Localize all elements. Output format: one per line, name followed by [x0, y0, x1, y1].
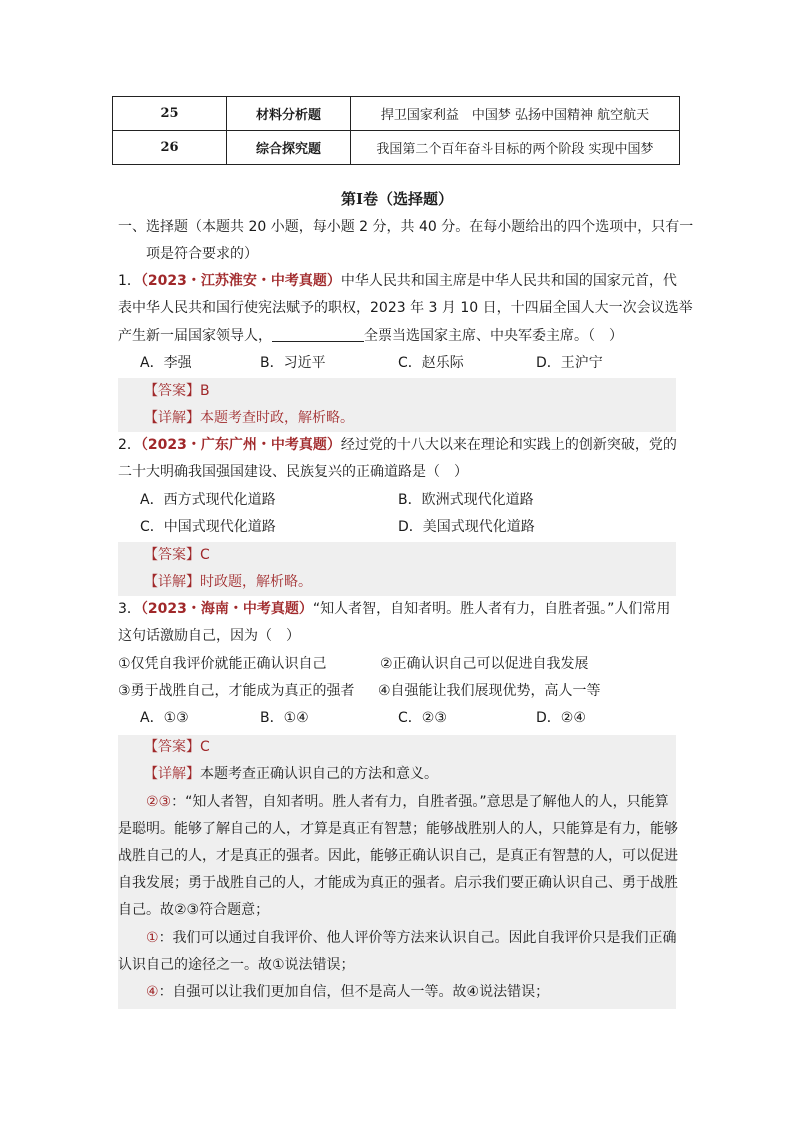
q3-explanation-1-line-5: 自己。故②③符合题意；	[118, 902, 270, 918]
q1-detail-label: 【详解】	[144, 410, 200, 426]
q1-blank	[272, 327, 364, 342]
q1-line-1	[118, 271, 678, 291]
q1-line-3	[118, 326, 678, 346]
q3-text-1: “知人者智，自知者明。胜人者有力，自胜者强。”人们常用	[312, 601, 671, 617]
q3-detail-label: 【详解】	[144, 766, 200, 782]
q3-line-1	[118, 599, 678, 619]
q3-explanation-1-mark: ②③	[146, 794, 172, 810]
q3-number: 3．	[118, 601, 141, 617]
q3-explanation-2-line-2: 认识自己的途径之一。故①说法错误；	[118, 957, 355, 973]
q1-answer-value: B	[200, 383, 210, 399]
q3-detail-text: 本题考查正确认识自己的方法和意义。	[200, 766, 438, 782]
q2-number: 2．	[118, 437, 141, 453]
q3-explanation-1-line-1	[146, 792, 669, 812]
q3-answer-label: 【答案】	[144, 739, 200, 755]
q3-statement-3: ③勇于战胜自己，才能成为真正的强者	[118, 683, 355, 699]
q3-answer	[144, 737, 210, 757]
q3-answer-value: C	[200, 739, 210, 755]
q1-text-3b: 全票当选国家主席、中央军委主席。（ ）	[364, 328, 623, 344]
q3-explanation-3-text-1: ：自强可以让我们更加自信，但不是高人一等。故④说法错误；	[158, 984, 550, 1000]
q2-option-d: D．美国式现代化道路	[398, 519, 535, 535]
q3-line-2: 这句话激励自己，因为（ ）	[118, 628, 300, 644]
table-cell-topic: 捍卫国家利益 中国梦 弘扬中国精神 航空航天	[351, 97, 680, 131]
q1-detail-text: 本题考查时政，解析略。	[200, 410, 354, 426]
q3-statement-2: ②正确认识自己可以促进自我发展	[380, 656, 589, 672]
q1-option-d: D．王沪宁	[536, 355, 603, 371]
q3-option-c: C．②③	[398, 710, 447, 726]
q1-text-1: 中华人民共和国主席是中华人民共和国的国家元首，代	[340, 273, 677, 289]
q2-detail-text: 时政题，解析略。	[200, 574, 312, 590]
q1-number: 1．	[118, 273, 141, 289]
q3-explanation-1-line-2: 是聪明。能够了解自己的人，才算是真正有智慧；能够战胜别人的人，只能算是有力，能够	[118, 821, 678, 837]
table-cell-num: 25	[113, 97, 227, 131]
q2-option-b: B．欧洲式现代化道路	[398, 492, 534, 508]
table-row	[113, 131, 680, 165]
q2-answer-label: 【答案】	[144, 547, 200, 563]
q3-option-b: B．①④	[260, 710, 309, 726]
table-cell-num: 26	[113, 131, 227, 165]
instructions-line-2: 项是符合要求的）	[146, 246, 258, 262]
table-cell-type: 综合探究题	[227, 131, 351, 165]
q3-statement-4: ④自强能让我们展现优势，高人一等	[378, 683, 601, 699]
q1-answer	[144, 381, 210, 401]
q3-explanation-2-mark: ①	[146, 930, 159, 946]
q1-text-3a: 产生新一届国家领导人，	[118, 328, 272, 344]
q3-source: （2023・海南・中考真题）	[140, 601, 313, 617]
table-cell-topic: 我国第二个百年奋斗目标的两个阶段 实现中国梦	[351, 131, 680, 165]
q2-line-2: 二十大明确我国强国建设、民族复兴的正确道路是（ ）	[118, 464, 468, 480]
q1-detail	[144, 408, 354, 428]
q2-source: （2023・广东广州・中考真题）	[140, 437, 341, 453]
q2-option-a: A．西方式现代化道路	[140, 492, 276, 508]
q1-option-a: A．李强	[140, 355, 192, 371]
q2-answer	[144, 545, 210, 565]
q1-line-2: 表中华人民共和国行使宪法赋予的职权，2023 年 3 月 10 日，十四届全国人大一次会议选举	[118, 300, 693, 316]
q3-option-a: A．①③	[140, 710, 189, 726]
table-row	[113, 97, 680, 131]
q3-explanation-3-mark: ④	[146, 984, 159, 1000]
q1-option-c: C．赵乐际	[398, 355, 464, 371]
q2-text-1: 经过党的十八大以来在理论和实践上的创新突破，党的	[340, 437, 677, 453]
topic-table	[112, 96, 680, 165]
q2-detail-label: 【详解】	[144, 574, 200, 590]
q3-explanation-2-text-1: ：我们可以通过自我评价、他人评价等方法来认识自己。因此自我评价只是我们正确	[158, 930, 677, 946]
q3-statement-1: ①仅凭自我评价就能正确认识自己	[118, 656, 327, 672]
q3-explanation-1-line-3: 战胜自己的人，才是真正的强者。因此，能够正确认识自己，是真正有智慧的人，可以促进	[118, 848, 678, 864]
q2-line-1	[118, 435, 678, 455]
q1-source: （2023・江苏淮安・中考真题）	[140, 273, 341, 289]
q3-detail	[144, 764, 438, 784]
q3-explanation-2-line-1	[146, 928, 677, 948]
table-cell-type: 材料分析题	[227, 97, 351, 131]
q1-answer-label: 【答案】	[144, 383, 200, 399]
q3-explanation-3-line-1	[146, 982, 549, 1002]
q3-explanation-1-line-4: 自我发展；勇于战胜自己的人，才能成为真正的强者。启示我们要正确认识自己、勇于战胜	[118, 875, 678, 891]
q2-detail	[144, 572, 312, 592]
q3-explanation-1-text-1: ：“知人者智，自知者明。胜人者有力，自胜者强。”意思是了解他人的人，只能算	[171, 794, 669, 810]
q2-answer-value: C	[200, 547, 210, 563]
instructions-line-1: 一、选择题（本题共 20 小题，每小题 2 分，共 40 分。在每小题给出的四个选项中，只有一	[118, 219, 694, 235]
q1-option-b: B．习近平	[260, 355, 326, 371]
q3-option-d: D．②④	[536, 710, 586, 726]
q2-option-c: C．中国式现代化道路	[140, 519, 276, 535]
section-title: 第Ⅰ卷（选择题）	[340, 190, 454, 208]
